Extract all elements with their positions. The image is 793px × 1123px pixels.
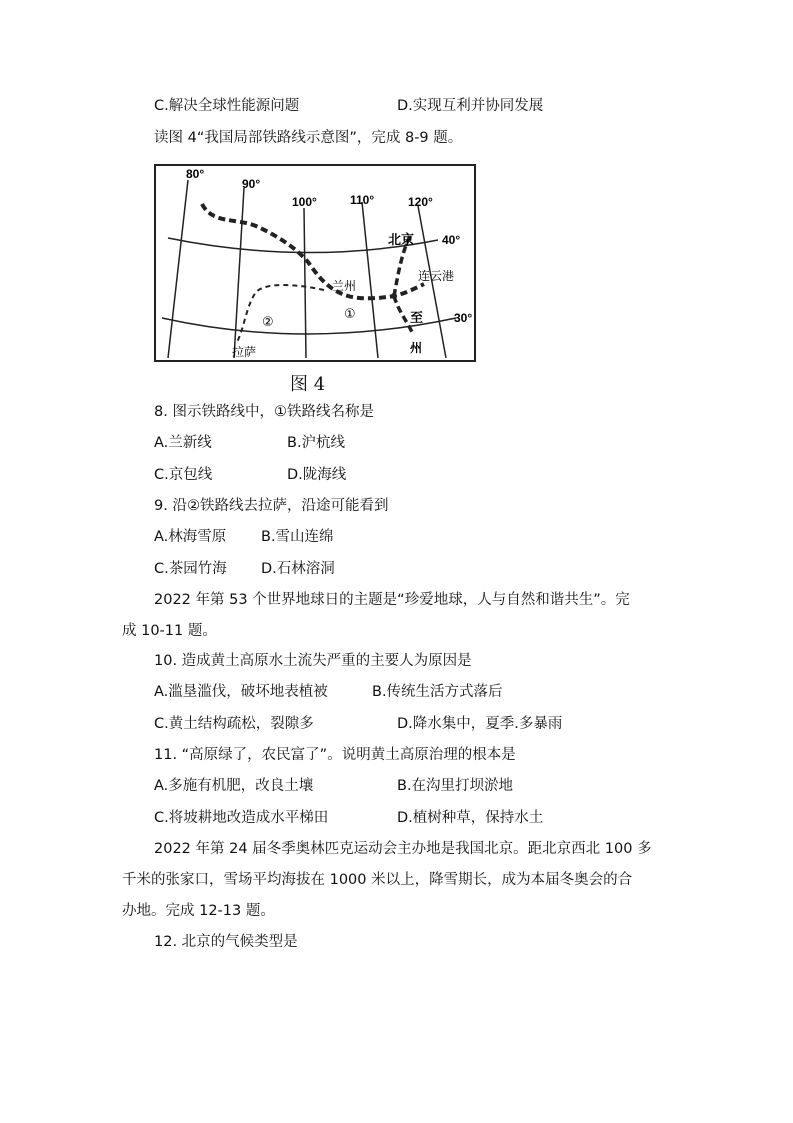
- q8-option-c: C.京包线: [154, 467, 213, 483]
- q10-option-a: A.滥垦滥伐，破坏地表植被: [154, 684, 328, 700]
- latitude-40: 40°: [442, 233, 461, 247]
- railway-line-2: [236, 285, 324, 344]
- q9-option-c: C.茶园竹海: [154, 561, 227, 577]
- city-lanzhou: 兰州: [332, 279, 357, 293]
- q7-option-d: D.实现互利并协同发展: [397, 98, 544, 114]
- q8-option-b: B.沪杭线: [287, 435, 346, 451]
- q9-option-d: D.石林溶洞: [261, 561, 335, 577]
- q7-option-c: C.解决全球性能源问题: [154, 98, 300, 114]
- longitude-80: 80°: [186, 167, 205, 181]
- q8-option-d: D.陇海线: [287, 467, 347, 483]
- intro-questions-10-11-line2: 成 10-11 题。: [122, 623, 217, 639]
- question-12: 12. 北京的气候类型是: [154, 934, 298, 950]
- railway-map-figure: [154, 164, 476, 362]
- railway-label-2: ②: [262, 315, 274, 330]
- longitude-120: 120°: [408, 195, 433, 209]
- longitude-90: 90°: [242, 177, 261, 191]
- q9-option-a: A.林海雪原: [154, 529, 227, 545]
- q11-option-c: C.将坡耕地改造成水平梯田: [154, 810, 329, 826]
- question-9: 9. 沿②铁路线去拉萨，沿途可能看到: [154, 498, 389, 514]
- intro-questions-12-13-line1: 2022 年第 24 届冬季奥林匹克运动会主办地是我国北京。距北京西北 100 多: [154, 841, 652, 857]
- longitude-100: 100°: [292, 195, 317, 209]
- city-zhengzhou-top: 至: [410, 311, 424, 326]
- q11-option-b: B.在沟里打坝淤地: [397, 778, 514, 794]
- q10-option-d: D.降水集中，夏季.多暴雨: [397, 716, 563, 732]
- intro-questions-12-13-line2: 千米的张家口，雪场平均海拔在 1000 米以上，降雪期长，成为本届冬奥会的合: [122, 872, 633, 888]
- city-zhengzhou-bottom: 州: [410, 341, 423, 355]
- city-lhasa: 拉萨: [232, 345, 257, 359]
- railway-label-1: ①: [344, 307, 356, 322]
- figure-caption: 图 4: [290, 374, 326, 395]
- q10-option-b: B.传统生活方式落后: [372, 684, 503, 700]
- question-11: 11. “高原绿了，农民富了”。说明黄土高原治理的根本是: [154, 747, 516, 763]
- railway-map-svg: [156, 166, 474, 360]
- q11-option-a: A.多施有机肥，改良土壤: [154, 778, 314, 794]
- city-lianyungang: 连云港: [418, 269, 455, 283]
- question-10: 10. 造成黄土高原水土流失严重的主要人为原因是: [154, 653, 472, 669]
- intro-questions-10-11-line1: 2022 年第 53 个世界地球日的主题是“珍爱地球，人与自然和谐共生”。完: [154, 592, 630, 608]
- city-beijing: 北京: [388, 233, 415, 248]
- q8-option-a: A.兰新线: [154, 435, 212, 451]
- intro-questions-8-9: 读图 4“我国局部铁路线示意图”，完成 8-9 题。: [154, 130, 463, 146]
- question-8: 8. 图示铁路线中，①铁路线名称是: [154, 404, 374, 420]
- q10-option-c: C.黄土结构疏松，裂隙多: [154, 716, 314, 732]
- q9-option-b: B.雪山连绵: [261, 529, 334, 545]
- railway-line-1: [202, 204, 424, 298]
- q11-option-d: D.植树种草，保持水土: [397, 810, 544, 826]
- intro-questions-12-13-line3: 办地。完成 12-13 题。: [122, 903, 275, 919]
- longitude-110: 110°: [350, 193, 375, 207]
- latitude-30: 30°: [454, 311, 473, 325]
